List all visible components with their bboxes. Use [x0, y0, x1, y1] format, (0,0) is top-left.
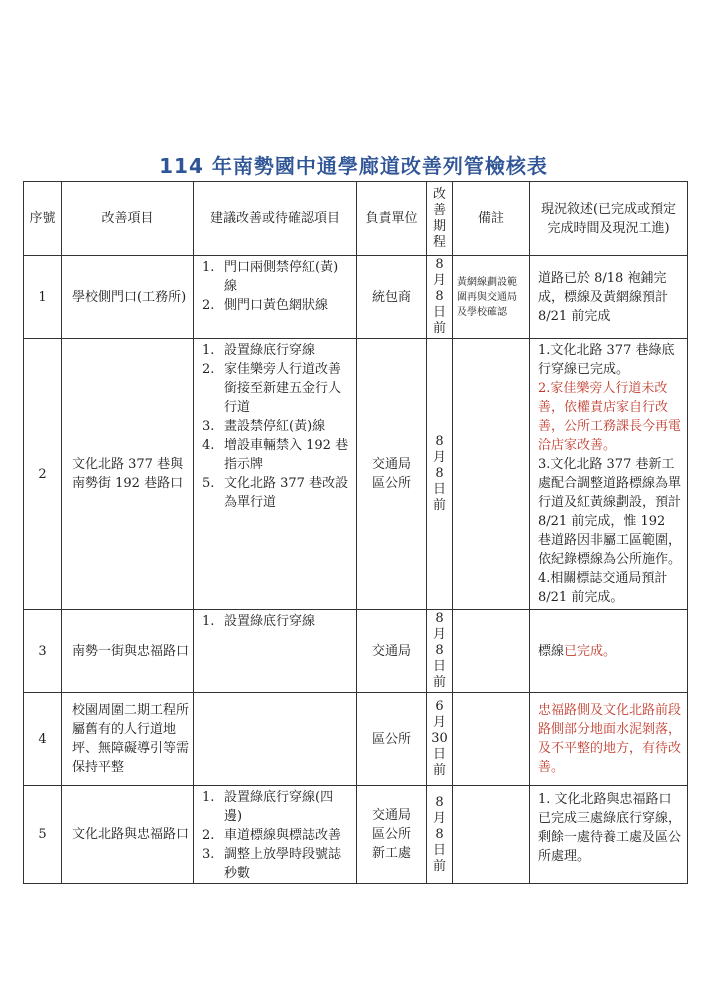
row-suggestions — [194, 256, 357, 339]
status-line: 3.文化北路 377 巷新工處配合調整道路標線為單行道及紅黃線劃設，預計 8/21 前完成，惟 192 巷道路因非屬工區範圍，依紀錄標線為公所施作。 — [538, 457, 682, 567]
row-status — [530, 693, 688, 786]
row-status — [530, 339, 688, 610]
list-item: 1. 設置綠底行穿線(四邊) — [202, 790, 334, 824]
list-item: 2. 家佳樂旁人行道改善銜接至新建五金行人行道 — [202, 362, 342, 415]
row-item: 文化北路與忠福路口 — [62, 786, 194, 884]
table-row — [24, 693, 688, 786]
row-suggestions — [194, 693, 357, 786]
table-row — [24, 786, 688, 884]
header-no: 序號 — [24, 182, 62, 256]
header-note: 備註 — [453, 182, 530, 256]
row-unit: 交通局 區公所 — [357, 339, 427, 610]
row-period: 8 月 8 日 前 — [427, 339, 453, 610]
row-note — [453, 610, 530, 693]
table-row — [24, 610, 688, 693]
row-note — [453, 786, 530, 884]
row-period: 8 月 8 日 前 — [427, 786, 453, 884]
page-title: 114 年南勢國中通學廊道改善列管檢核表 — [159, 154, 548, 178]
table-header-row — [24, 182, 688, 256]
row-no: 4 — [24, 693, 62, 786]
row-unit: 區公所 — [357, 693, 427, 786]
row-suggestions — [194, 339, 357, 610]
status-line: 1. 文化北路與忠福路口已完成三處綠底行穿線，剩餘一處待養工處及區公所處理。 — [538, 792, 682, 864]
row-no: 3 — [24, 610, 62, 693]
list-item: 5. 文化北路 377 巷改設為單行道 — [202, 476, 349, 510]
row-unit: 統包商 — [357, 256, 427, 339]
list-item: 1. 設置綠底行穿線 — [202, 343, 316, 358]
row-suggestions — [194, 610, 357, 693]
header-status: 現況敘述(已完成或預定完成時間及現況工進) — [530, 182, 688, 256]
row-item: 文化北路 377 巷與南勢街 192 巷路口 — [62, 339, 194, 610]
row-suggestions — [194, 786, 357, 884]
row-status — [530, 786, 688, 884]
row-period: 8 月 8 日 前 — [427, 610, 453, 693]
header-unit: 負責單位 — [357, 182, 427, 256]
row-status — [530, 610, 688, 693]
row-unit: 交通局 區公所 新工處 — [357, 786, 427, 884]
row-note: 黃網線劃設範圍再與交通局及學校確認 — [453, 256, 530, 339]
row-no: 5 — [24, 786, 62, 884]
header-item: 改善項目 — [62, 182, 194, 256]
inspection-table — [23, 181, 688, 884]
row-status — [530, 256, 688, 339]
row-item: 校園周圍二期工程所屬舊有的人行道地坪、無障礙導引等需保持平整 — [62, 693, 194, 786]
list-item: 2. 車道標線與標誌改善 — [202, 828, 342, 843]
list-item: 4. 增設車輛禁入 192 巷指示牌 — [202, 438, 349, 472]
status-line: 標線已完成。 — [538, 643, 617, 659]
list-item: 3. 調整上放學時段號誌秒數 — [202, 847, 342, 881]
status-line: 2.家佳樂旁人行道未改善，依權責店家自行改善，公所工務課長今再電洽店家改善。 — [538, 381, 682, 453]
table-row — [24, 339, 688, 610]
header-suggestion: 建議改善或待確認項目 — [194, 182, 357, 256]
row-period: 8 月 8 日 前 — [427, 256, 453, 339]
row-no: 1 — [24, 256, 62, 339]
status-line: 道路已於 8/18 袍鋪完成，標線及黃網線預計 8/21 前完成 — [538, 270, 669, 324]
list-item: 2. 側門口黃色網狀線 — [202, 298, 329, 313]
row-note — [453, 693, 530, 786]
status-line: 忠福路側及文化北路前段路側部分地面水泥剝落，及不平整的地方，有待改善。 — [538, 703, 682, 775]
row-no: 2 — [24, 339, 62, 610]
status-line: 1.文化北路 377 巷綠底行穿線已完成。 — [538, 343, 675, 377]
list-item: 1. 設置綠底行穿線 — [202, 614, 316, 629]
row-period: 6 月 30 日 前 — [427, 693, 453, 786]
status-line: 4.相關標誌交通局預計 8/21 前完成。 — [538, 571, 668, 605]
row-item: 學校側門口(工務所) — [62, 256, 194, 339]
list-item: 1. 門口兩側禁停紅(黃)線 — [202, 260, 339, 294]
table-row — [24, 256, 688, 339]
list-item: 3. 畫設禁停紅(黃)線 — [202, 419, 326, 434]
row-note — [453, 339, 530, 610]
row-unit: 交通局 — [357, 610, 427, 693]
header-period: 改 善 期 程 — [427, 182, 453, 256]
row-item: 南勢一街與忠福路口 — [62, 610, 194, 693]
